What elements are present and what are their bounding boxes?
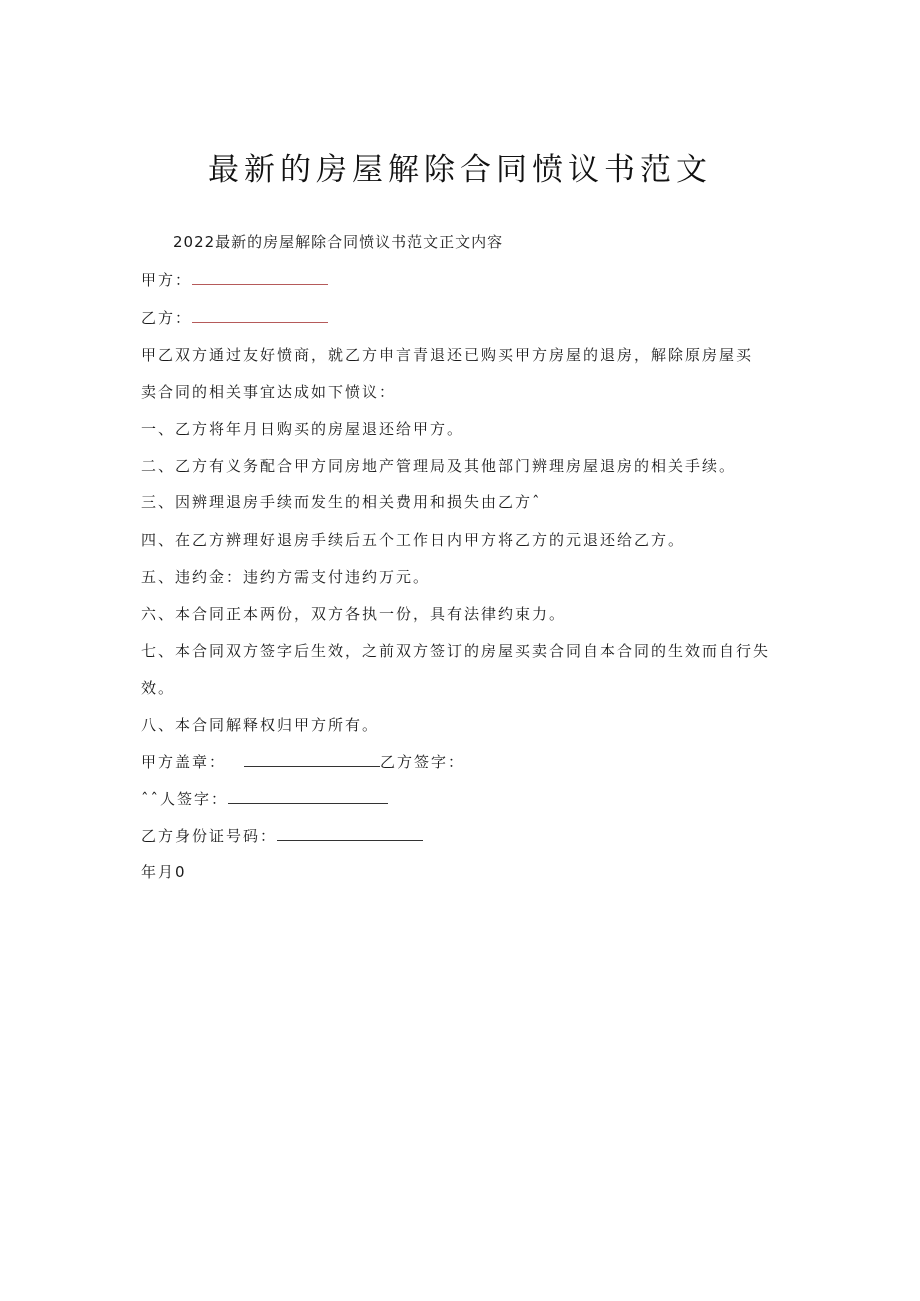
clause-5: 五、违约金：违约方需支付违约万元。: [141, 568, 431, 586]
party-b-line: [141, 308, 328, 328]
date-line: 年月0: [141, 863, 187, 881]
document-subtitle: 2022最新的房屋解除合同愤议书范文正文内容: [173, 233, 504, 251]
sign-b-label: 乙方签字：: [380, 753, 466, 771]
clause-1: 一、乙方将年月日购买的房屋退还给甲方。: [141, 420, 465, 438]
id-number-line: [141, 826, 423, 846]
party-b-label: 乙方：: [141, 309, 193, 327]
party-a-label: 甲方：: [141, 271, 193, 289]
clause-8: 八、本合同解释权归甲方所有。: [141, 716, 380, 734]
seal-a-label: 甲方盖章：: [141, 753, 227, 771]
intro-paragraph-line-1: 甲乙双方通过友好愤商，就乙方申言青退还已购买甲方房屋的退房，解除原房屋买: [141, 346, 754, 364]
clause-2: 二、乙方有义务配合甲方同房地产管理局及其他部门辨理房屋退房的相关手续。: [141, 457, 737, 475]
id-number-blank: [277, 826, 423, 841]
agent-sign-blank: [228, 789, 388, 804]
clause-6: 六、本合同正本两份，双方各执一份，具有法律约束力。: [141, 605, 567, 623]
clause-7-line-1: 七、本合同双方签字后生效，之前双方签订的房屋买卖合同自本合同的生效而自行失: [141, 642, 771, 660]
intro-paragraph-line-2: 卖合同的相关事宜达成如下愤议：: [141, 383, 397, 401]
party-a-blank: [192, 270, 328, 285]
party-b-blank: [192, 308, 328, 323]
party-a-line: [141, 270, 328, 290]
id-number-label: 乙方身份证号码：: [141, 827, 278, 845]
agent-sign-line: [141, 789, 388, 809]
signature-line: [141, 752, 465, 772]
clause-3: 三、因辨理退房手续而发生的相关费用和损失由乙方ˆ: [141, 493, 542, 511]
clause-7-line-2: 效。: [141, 679, 176, 697]
document-title: 最新的房屋解除合同愤议书范文: [208, 152, 712, 188]
seal-a-blank: [244, 752, 380, 767]
clause-4: 四、在乙方辨理好退房手续后五个工作日内甲方将乙方的元退还给乙方。: [141, 531, 686, 549]
agent-sign-label: ˆˆ人签字：: [141, 790, 229, 808]
